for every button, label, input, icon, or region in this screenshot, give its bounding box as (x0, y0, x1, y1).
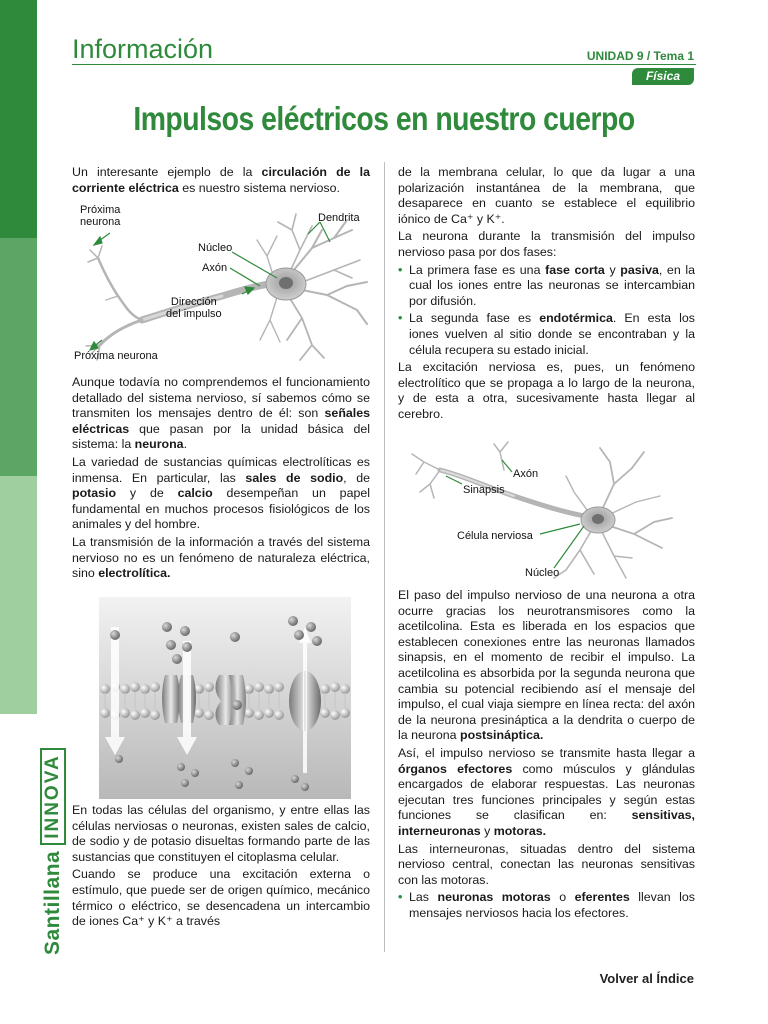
text: La transmisión de la información a través del sistema nervioso no es un fenómeno de naturaleza eléctrica, sino (72, 534, 370, 581)
label-proxima-neurona-bottom: Próxima neurona (74, 350, 158, 362)
text-bold: eferentes (574, 890, 630, 905)
text-bold: pasiva (620, 262, 659, 277)
text: y (480, 823, 494, 838)
paragraph (72, 455, 370, 533)
intro-paragraph (72, 165, 370, 196)
paragraph (398, 588, 695, 744)
sidebar (0, 0, 37, 1024)
text-bold: neuronas motoras (437, 890, 551, 905)
phase-list (398, 263, 695, 359)
paragraph: Las interneuronas, situadas dentro del sistema nervioso central, conectan las neuronas sensitivas con las motoras. (398, 841, 695, 887)
text: y (604, 262, 621, 277)
list-item (398, 311, 695, 358)
list-item (398, 890, 695, 921)
text-bold: señales eléctricas (72, 406, 370, 436)
text-bold: endotérmica (539, 311, 613, 326)
text: Así, el impulso nervioso se transmite hasta llegar a (398, 745, 695, 760)
synapse-illustration (404, 440, 676, 582)
label-dendrita: Dendrita (318, 212, 360, 224)
neuron-figure (72, 200, 372, 368)
left-intro (72, 165, 370, 198)
subject-badge: Física (632, 68, 694, 85)
text: , de (343, 470, 370, 485)
text-bold: motoras. (493, 823, 547, 838)
sidebar-band-dark (0, 0, 37, 238)
text: . (183, 437, 188, 452)
text-bold: calcio (177, 486, 213, 501)
paragraph: Cuando se produce una excitación externa o estímulo, que puede ser de origen químico, mecánico térmico o eléctrico, se desencadena un intercambio de iones Ca⁺ y K⁺ a través (72, 867, 370, 929)
label-nucleo: Núcleo (525, 567, 560, 579)
label-celula-nerviosa: Célula nerviosa (457, 530, 533, 542)
label-nucleo: Núcleo (198, 242, 233, 254)
text-bold: sales de sodio (245, 470, 344, 485)
text-bold: fase corta (545, 262, 605, 277)
text-bold: postsináptica. (460, 728, 544, 743)
text: , en la cual los iones entre las neuronas se intercambian por difusión. (409, 262, 695, 308)
label-sinapsis: Sinapsis (463, 484, 505, 496)
text: El paso del impulso nervioso de una neurona a otra ocurre gracias los neurotransmisores como la acetilcolina. Esta es liberada en los espacios que establecen conexiones entre las neuronas llamados sinapsis, en el momento de recibir el impulso. La acetilcolina es absorbida por la segunda neurona que cambia su potencial recibiendo así el mensaje del impulso, el cual viaja siempre en línea recta: del axón de la neurona presináptica a la dendrita o cuerpo de la neurona (398, 588, 695, 743)
text-bold: electrolítica. (98, 566, 171, 581)
brand-innova: INNOVA (40, 748, 66, 844)
brand-name: Santillana (41, 850, 64, 955)
text: o (550, 890, 575, 905)
synapse-figure (404, 440, 676, 582)
text: La variedad de sustancias químicas electrolíticas es inmensa. En particular, las (72, 454, 370, 485)
text: . En esta los iones vuelven al sitio donde se encontraban y la célula recupera su estado inicial. (409, 311, 695, 357)
brand-logo (40, 748, 66, 955)
text: es nuestro sistema nervioso. (178, 180, 340, 195)
back-to-index-link[interactable]: Volver al Índice (599, 971, 694, 986)
sidebar-band-mid (0, 238, 37, 476)
text: llevan los mensajes nerviosos hacia los efectores. (409, 890, 695, 920)
unit-label: UNIDAD 9 / Tema 1 (586, 49, 694, 63)
right-top (398, 165, 695, 425)
paragraph: La excitación nerviosa es, pues, un fenómeno electrolítico que se propaga a lo largo de la neurona, y de esta a otra, sucesivamente hasta llegar al cerebro. (398, 360, 695, 421)
paragraph (398, 746, 695, 840)
header-divider (72, 64, 696, 65)
label-axon: Axón (513, 468, 539, 480)
label-proxima-neurona-top: Próxima neurona (80, 204, 121, 228)
text: como músculos y glándulas encargados de elaborar respuestas. Las neuronas ejecutan tres funciones principales y según estas funciones se clasifican en: (398, 761, 696, 823)
label-axon: Axón (202, 262, 228, 274)
ion-channel-illustration (99, 597, 351, 799)
neuron-type-list (398, 890, 695, 921)
text: que pasan por la unidad básica del sistema: la (72, 421, 370, 452)
paragraph: de la membrana celular, lo que da lugar a una polarización instantánea de la membrana, que desaparece en cuanto se establece el equilibrio iónico de Ca⁺ y K⁺. (398, 165, 695, 226)
list-item (398, 263, 695, 310)
sidebar-band-light (0, 476, 37, 714)
text: La segunda fase es (409, 311, 540, 326)
label-direccion-impulso: Dirección del impulso (166, 296, 222, 320)
ion-channel-figure (99, 597, 351, 799)
text: Las (409, 890, 438, 905)
text-bold: circulación de la corriente eléctrica (72, 165, 370, 195)
text: La primera fase es una (409, 262, 546, 277)
text-bold: neurona (134, 437, 184, 452)
paragraph (72, 375, 370, 453)
column-divider (384, 162, 385, 952)
right-bottom (398, 588, 695, 923)
text: y de (116, 486, 178, 501)
left-body (72, 375, 370, 584)
text-bold: órganos efectores (398, 761, 513, 776)
paragraph: En todas las células del organismo, y entre ellas las células nerviosas o neuronas, existen sales de calcio, de sodio y de potasio disueltas formando parte de las sustancias que constituyen el citoplasma celular. (72, 803, 370, 864)
paragraph: La neurona durante la transmisión del impulso nervioso pasa por dos fases: (398, 229, 695, 259)
text-bold: potasio (72, 486, 117, 501)
section-title: Información (72, 34, 214, 64)
text-bold: sensitivas, interneuronas (398, 808, 695, 838)
text: Aunque todavía no comprendemos el funcionamiento detallado del sistema nervioso, sí sabemos cómo se transmiten los mensajes dentro de él: son (72, 375, 370, 421)
text: desempeñan un papel fundamental en muchos procesos fisiológicos de los animales y del hombre. (72, 486, 370, 532)
paragraph (72, 535, 370, 582)
text: Un interesante ejemplo de la (72, 165, 262, 179)
left-bottom (72, 803, 370, 932)
page-title: Impulsos eléctricos en nuestro cuerpo (133, 100, 635, 137)
